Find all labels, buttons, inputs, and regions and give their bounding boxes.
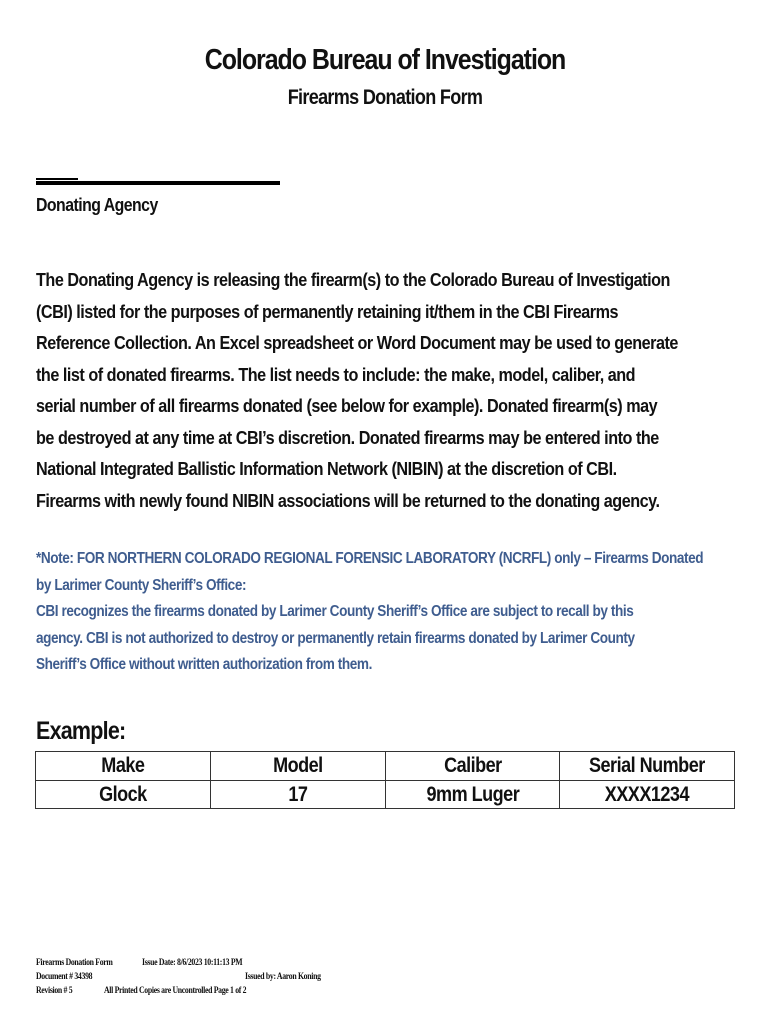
paragraph-line: (CBI) listed for the purposes of permanently retaining it/them in the CBI Firearms [36, 300, 619, 322]
paragraph-line: be destroyed at any time at CBI’s discretion. Donated firearms may be entered into the [36, 426, 659, 448]
footer-revision: Revision # 5 [36, 986, 73, 996]
donating-agency-signature-line [36, 181, 280, 185]
paragraph-line: Firearms with newly found NIBIN associations will be returned to the donating agency. [36, 489, 660, 511]
note-line: by Larimer County Sheriff’s Office: [36, 576, 247, 594]
table-header-cell [36, 752, 211, 781]
table-cell [210, 780, 385, 809]
paragraph-line: National Integrated Ballistic Information Network (NIBIN) at the discretion of CBI. [36, 458, 617, 479]
header-model: Model [272, 754, 323, 778]
footer-issued-by: Issued by: Aaron Koning [245, 972, 321, 982]
donating-agency-label: Donating Agency [36, 195, 158, 215]
example-firearms-table [35, 751, 735, 809]
table-header-cell [210, 752, 385, 781]
header-make: Make [101, 754, 145, 778]
table-cell [385, 780, 560, 809]
ncrfl-note [36, 546, 716, 679]
note-line: agency. CBI is not authorized to destroy or permanently retain firearms donated by Larimer County [36, 629, 635, 647]
note-line: *Note: FOR NORTHERN COLORADO REGIONAL FORENSIC LABORATORY (NCRFL) only – Firearms Donated [36, 550, 704, 567]
donation-terms-paragraph [36, 264, 719, 516]
footer-form-name: Firearms Donation Form [36, 958, 113, 968]
cell-make: Glock [99, 782, 147, 806]
note-line: CBI recognizes the firearms donated by Larimer County Sheriff’s Office are subject to recall by this [36, 603, 634, 620]
cell-serial-number: XXXX1234 [604, 782, 690, 806]
footer-issue-date: Issue Date: 8/6/2023 10:11:13 PM [142, 958, 243, 968]
paragraph-line: the list of donated firearms. The list needs to include: the make, model, caliber, and [36, 363, 636, 385]
footer-copies-notice: All Printed Copies are Uncontrolled Page 1 of 2 [104, 986, 247, 996]
document-subtitle: Firearms Donation Form [287, 86, 483, 109]
cell-caliber: 9mm Luger [426, 782, 519, 806]
table-cell [36, 780, 211, 809]
paragraph-line: serial number of all firearms donated (see below for example). Donated firearm(s) may [36, 395, 658, 416]
paragraph-line: The Donating Agency is releasing the firearm(s) to the Colorado Bureau of Investigation [36, 269, 670, 290]
table-header-cell [385, 752, 560, 781]
signature-line-accent [36, 178, 78, 180]
header-serial-number: Serial Number [589, 754, 706, 778]
cell-model: 17 [288, 782, 308, 806]
table-row [36, 752, 735, 781]
table-cell [560, 780, 735, 809]
note-line: Sheriff’s Office without written authorization from them. [36, 656, 372, 673]
footer-document-number: Document # 34398 [36, 972, 93, 982]
table-row [36, 780, 735, 809]
document-title: Colorado Bureau of Investigation [204, 44, 566, 76]
example-heading: Example: [36, 717, 126, 745]
header-caliber: Caliber [443, 754, 502, 778]
table-header-cell [560, 752, 735, 781]
paragraph-line: Reference Collection. An Excel spreadsheet or Word Document may be used to generate [36, 332, 678, 353]
